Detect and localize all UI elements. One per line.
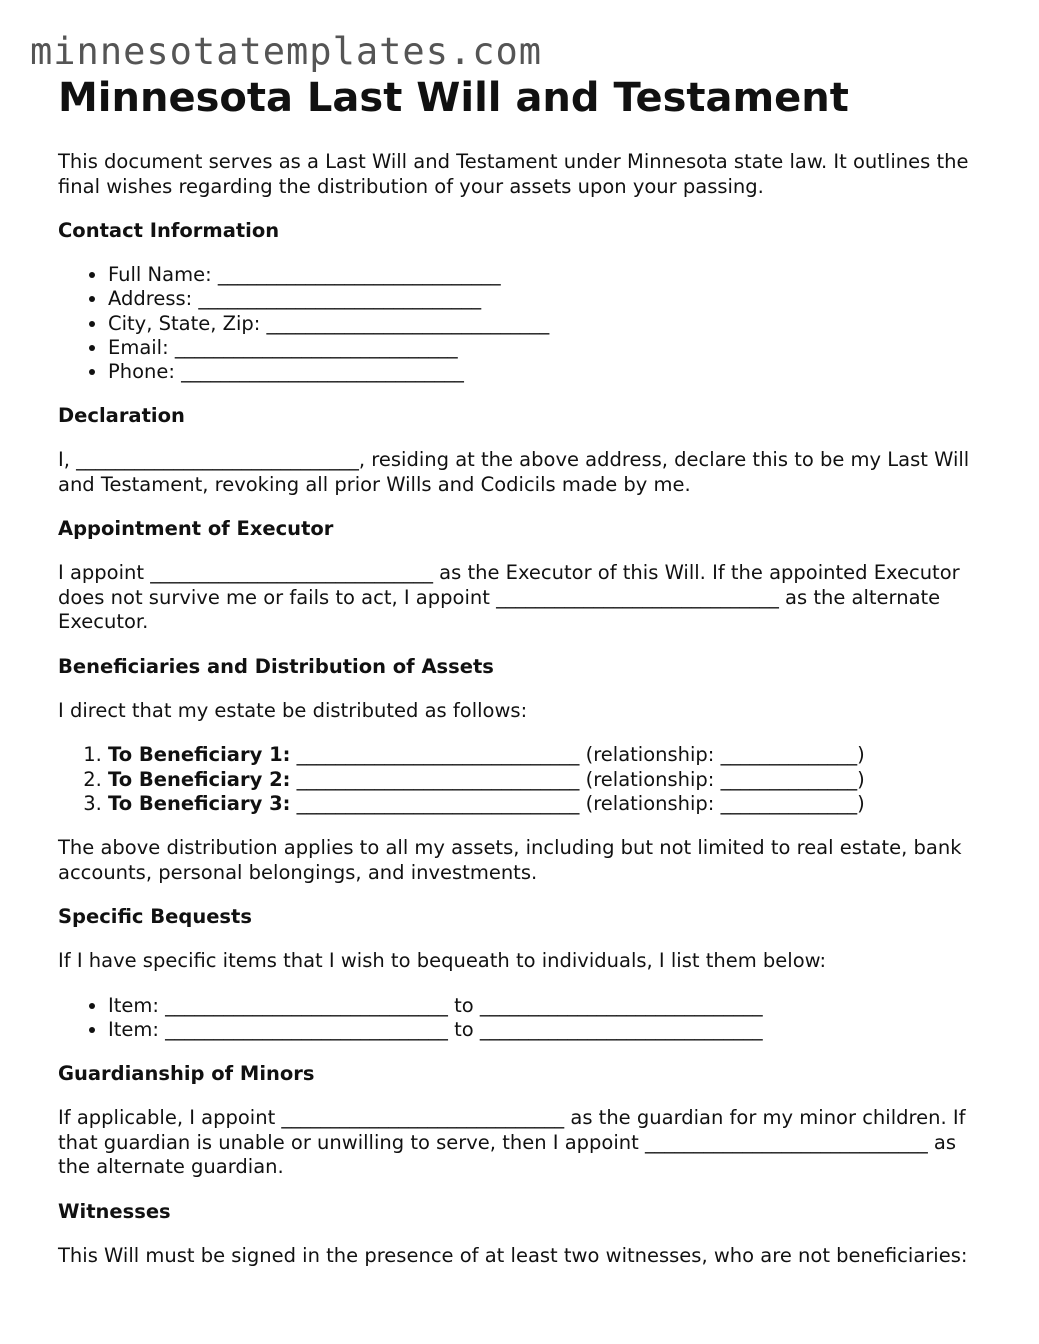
executor-paragraph: I appoint _____________________________ as the Executor of this Will. If the appointed Executor does not survive me or fails to act, I appoint _____________________________ as the alternate Executor.: [58, 561, 960, 634]
guardianship-heading: Guardianship of Minors: [58, 1062, 315, 1086]
beneficiaries-heading: Beneficiaries and Distribution of Assets: [58, 654, 494, 678]
contact-list: [58, 263, 988, 384]
bequest-item[interactable]: • Item: _____________________________ to _____________________________: [108, 1018, 988, 1042]
beneficiary-item[interactable]: [108, 768, 988, 792]
beneficiaries-list: [58, 743, 988, 816]
contact-full-name-field[interactable]: • Full Name: _____________________________: [108, 263, 988, 287]
beneficiary-label: To Beneficiary 2:: [108, 767, 291, 791]
witnesses-heading: Witnesses: [58, 1199, 171, 1223]
contact-city-state-zip-field[interactable]: • City, State, Zip: _____________________________: [108, 312, 988, 336]
contact-heading: Contact Information: [58, 219, 280, 242]
beneficiary-label: To Beneficiary 3:: [108, 792, 291, 816]
beneficiary-blanks: _____________________________ (relationship: ______________): [290, 743, 865, 767]
beneficiary-blanks: _____________________________ (relationship: ______________): [290, 767, 865, 791]
beneficiary-item[interactable]: [108, 743, 988, 767]
executor-heading: Appointment of Executor: [58, 517, 334, 541]
guardianship-paragraph: If applicable, I appoint _____________________________ as the guardian for my minor children. If that guardian is unable or unwilling to serve, then I appoint _____________________________ as the alternate guardian.: [58, 1106, 966, 1179]
intro-paragraph: This document serves as a Last Will and Testament under Minnesota state law. It outlines the final wishes regarding the distribution of your assets upon your passing.: [58, 150, 969, 198]
contact-address-field[interactable]: • Address: _____________________________: [108, 287, 988, 311]
site-watermark: minnesotatemplates.com: [30, 30, 543, 73]
beneficiary-item[interactable]: [108, 792, 988, 816]
witnesses-paragraph: This Will must be signed in the presence of at least two witnesses, who are not beneficiaries:: [58, 1243, 968, 1267]
contact-phone-field[interactable]: • Phone: _____________________________: [108, 360, 988, 384]
beneficiary-label: To Beneficiary 1:: [108, 743, 291, 767]
beneficiary-blanks: _____________________________ (relationship: ______________): [290, 792, 865, 816]
declaration-paragraph: I, _____________________________, residing at the above address, declare this to be my Last Will and Testament, revoking all prior Wills and Codicils made by me.: [58, 448, 970, 496]
beneficiaries-outro: The above distribution applies to all my assets, including but not limited to real estate, bank accounts, personal belongings, and investments.: [58, 836, 962, 884]
contact-email-field[interactable]: • Email: _____________________________: [108, 336, 988, 360]
bequests-list: [58, 994, 988, 1043]
document-page: [58, 72, 988, 1268]
declaration-heading: Declaration: [58, 404, 185, 428]
bequests-intro: If I have specific items that I wish to bequeath to individuals, I list them below:: [58, 949, 827, 973]
bequest-item[interactable]: • Item: _____________________________ to _____________________________: [108, 994, 988, 1018]
beneficiaries-intro: I direct that my estate be distributed as follows:: [58, 698, 528, 722]
document-title: Minnesota Last Will and Testament: [58, 75, 849, 121]
bequests-heading: Specific Bequests: [58, 905, 252, 929]
